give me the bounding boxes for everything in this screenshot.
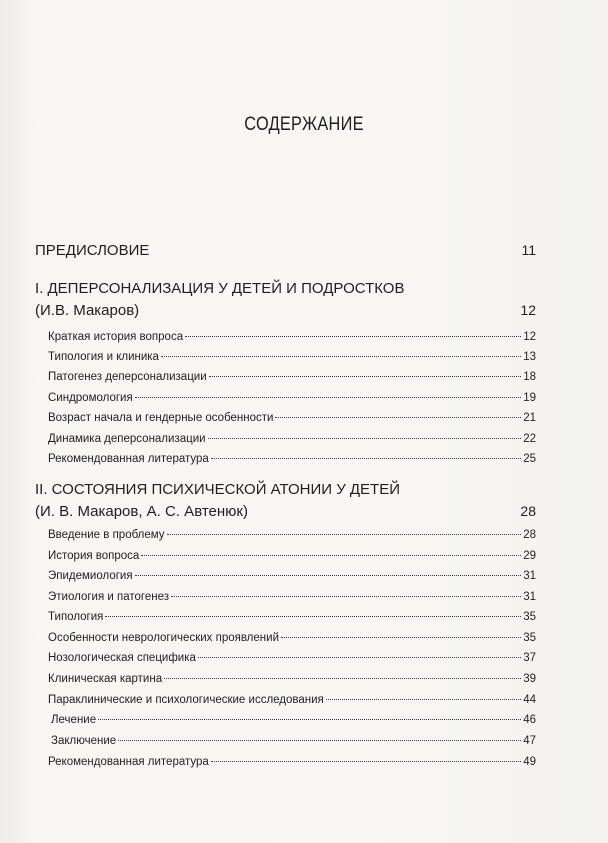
toc-entry bbox=[48, 433, 536, 449]
toc-entry-page: 18 bbox=[523, 371, 536, 383]
dot-leader bbox=[211, 761, 521, 762]
toc-entry bbox=[48, 611, 536, 627]
toc-preface bbox=[35, 241, 536, 260]
toc-entry-page: 37 bbox=[523, 652, 536, 664]
toc-entry-page: 21 bbox=[523, 412, 536, 424]
dot-leader bbox=[171, 596, 521, 597]
toc-section-2 bbox=[35, 481, 536, 521]
toc-entry-label: Краткая история вопроса bbox=[48, 331, 184, 343]
dot-leader bbox=[105, 616, 521, 617]
toc-entry-label: Эпидемиология bbox=[48, 570, 133, 582]
toc-entry-page: 44 bbox=[523, 694, 536, 706]
toc-entry-page: 35 bbox=[523, 611, 536, 623]
dot-leader bbox=[185, 336, 521, 337]
section-heading: I. ДЕПЕРСОНАЛИЗАЦИЯ У ДЕТЕЙ И ПОДРОСТКОВ bbox=[35, 280, 405, 297]
toc-entry-page: 49 bbox=[523, 756, 536, 768]
toc-entry-label: Заключение bbox=[51, 735, 117, 747]
dot-leader bbox=[118, 740, 521, 741]
toc-entry bbox=[48, 673, 536, 689]
toc-entry-label: Клиническая картина bbox=[48, 673, 163, 685]
toc-entry bbox=[48, 550, 536, 566]
toc-entry-page: 28 bbox=[523, 529, 536, 541]
toc-entry-label: Патогенез деперсонализации bbox=[48, 371, 207, 383]
toc-entry-label: Введение в проблему bbox=[48, 529, 165, 541]
section-heading: II. СОСТОЯНИЯ ПСИХИЧЕСКОЙ АТОНИИ У ДЕТЕЙ bbox=[35, 481, 401, 498]
toc-entry-page: 31 bbox=[523, 591, 536, 603]
dot-leader bbox=[135, 575, 522, 576]
toc-entry bbox=[48, 652, 536, 668]
dot-leader bbox=[209, 376, 522, 377]
toc-entry-label: Особенности неврологических проявлений bbox=[48, 632, 279, 644]
toc-entry-page: 39 bbox=[523, 673, 536, 685]
toc-entry-page: 19 bbox=[523, 392, 536, 404]
toc-entry bbox=[48, 331, 536, 347]
toc-entry-page: 29 bbox=[523, 550, 536, 562]
dot-leader bbox=[167, 534, 522, 535]
toc-entry-page: 13 bbox=[523, 351, 536, 363]
dot-leader bbox=[164, 678, 521, 679]
toc-entry-label: Возраст начала и гендерные особенности bbox=[48, 412, 274, 424]
dot-leader bbox=[161, 356, 521, 357]
toc-entry bbox=[48, 392, 536, 408]
toc-entry bbox=[48, 632, 536, 648]
toc-entry-page: 35 bbox=[523, 632, 536, 644]
toc-entry bbox=[48, 371, 536, 387]
toc-section-1 bbox=[35, 280, 536, 320]
section-page: 12 bbox=[520, 302, 536, 318]
toc-entry-label: Рекомендованная литература bbox=[48, 453, 209, 465]
toc-entry-label: Типология bbox=[48, 611, 104, 623]
toc-entry bbox=[48, 529, 536, 545]
dot-leader bbox=[98, 719, 521, 720]
toc-entry-label: Динамика деперсонализации bbox=[48, 433, 206, 445]
toc-entry-label: Лечение bbox=[51, 714, 97, 726]
toc-entry-page: 25 bbox=[523, 453, 536, 465]
toc-entry-page: 46 bbox=[523, 714, 536, 726]
toc-entry-label: Нозологическая специфика bbox=[48, 652, 196, 664]
toc-entry bbox=[51, 735, 536, 751]
toc-entry bbox=[48, 412, 536, 428]
toc-entry-label: Типология и клиника bbox=[48, 351, 159, 363]
dot-leader bbox=[135, 397, 521, 398]
toc-entry-label: Синдромология bbox=[48, 392, 133, 404]
toc-entry bbox=[48, 694, 536, 710]
toc-entry bbox=[48, 591, 536, 607]
toc-entry bbox=[51, 714, 536, 730]
dot-leader bbox=[198, 657, 521, 658]
dot-leader bbox=[211, 458, 521, 459]
toc-entry bbox=[48, 351, 536, 367]
toc-entry-label: Рекомендованная литература bbox=[48, 756, 209, 768]
toc-entry bbox=[48, 756, 536, 772]
section-authors: (И.В. Макаров) bbox=[35, 302, 140, 319]
toc-entry bbox=[48, 453, 536, 469]
toc-entry-page: 47 bbox=[523, 735, 536, 747]
toc-entry-page: 22 bbox=[523, 433, 536, 445]
toc-entry bbox=[48, 570, 536, 586]
toc-entry-page: 31 bbox=[523, 570, 536, 582]
toc-entry-label: Параклинические и психологические исследования bbox=[48, 694, 324, 706]
toc-entry-page: 12 bbox=[523, 331, 536, 343]
section-authors: (И. В. Макаров, А. С. Автенюк) bbox=[35, 503, 248, 520]
toc-entry-label: Этиология и патогенез bbox=[48, 591, 170, 603]
section-page: 28 bbox=[520, 503, 536, 519]
toc-preface-label: ПРЕДИСЛОВИЕ bbox=[35, 242, 150, 259]
dot-leader bbox=[326, 699, 521, 700]
dot-leader bbox=[208, 438, 522, 439]
toc-entry-label: История вопроса bbox=[48, 550, 140, 562]
dot-leader bbox=[275, 417, 521, 418]
toc-preface-page: 11 bbox=[521, 242, 536, 258]
dot-leader bbox=[281, 637, 521, 638]
page-title: СОДЕРЖАНИЕ bbox=[244, 114, 364, 135]
dot-leader bbox=[141, 555, 521, 556]
